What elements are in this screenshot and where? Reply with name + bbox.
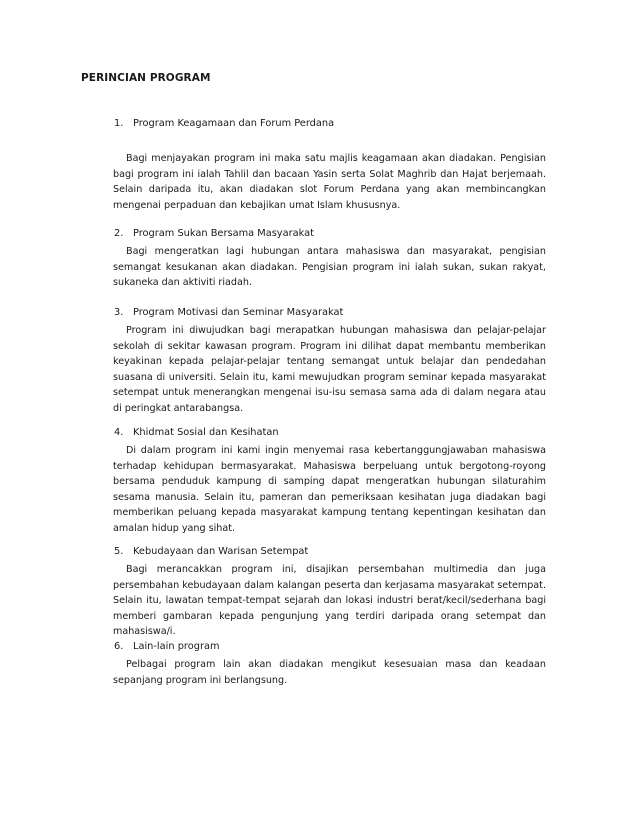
section-title: Program Motivasi dan Seminar Masyarakat (133, 307, 344, 318)
section-5 (86, 545, 546, 640)
section-3 (86, 306, 546, 417)
section-number: 5. (114, 546, 124, 557)
section-heading (86, 117, 546, 131)
section-title: Kebudayaan dan Warisan Setempat (133, 546, 309, 557)
section-title: Program Sukan Bersama Masyarakat (133, 228, 314, 239)
section-body: Pelbagai program lain akan diadakan mengikut kesesuaian masa dan keadaan sepanjang program ini berlangsung. (113, 659, 546, 686)
section-body: Di dalam program ini kami ingin menyemai rasa kebertanggungjawaban mahasiswa terhadap kehidupan bermasyarakat. Mahasiswa berpeluang untuk bergotong-royong bersama penduduk kampung di samping dapat mengeratkan hubungan silaturahim sesama manusia. Selain itu, pameran dan pemeriksaan kesihatan juga diadakan bagi memberikan peluang kepada masyarakat kampung tentang kepentingan kesihatan dan amalan hidup yang sihat. (113, 445, 546, 534)
section-number: 3. (114, 307, 124, 318)
section-number: 2. (114, 228, 124, 239)
section-2 (86, 227, 546, 291)
section-1 (86, 117, 546, 213)
section-number: 1. (114, 118, 124, 129)
section-heading (86, 640, 546, 654)
section-6 (86, 640, 546, 688)
section-body: Bagi merancakkan program ini, disajikan persembahan multimedia dan juga persembahan kebudayaan dalam kalangan peserta dan kerjasama masyarakat setempat. Selain itu, lawatan tempat-tempat sejarah dan lokasi industri berat/kecil/sederhana bagi memberi gambaran kepada pengunjung yang terdiri daripada orang setempat dan mahasiswa/i. (113, 564, 546, 638)
section-heading (86, 306, 546, 320)
section-title: Khidmat Sosial dan Kesihatan (133, 427, 279, 438)
section-heading (86, 426, 546, 440)
section-body: Program ini diwujudkan bagi merapatkan hubungan mahasiswa dan pelajar-pelajar sekolah di sekitar kawasan program. Program ini dilihat dapat membantu memberikan keyakinan kepada pelajar-pelajar tentang semangat untuk belajar dan pendedahan suasana di universiti. Selain itu, kami mewujudkan program seminar kepada masyarakat setempat untuk menerangkan mengenai isu-isu semasa sama ada di dalam negara atau di peringkat antarabangsa. (113, 325, 546, 414)
section-4 (86, 426, 546, 537)
section-title: Lain-lain program (133, 641, 220, 652)
section-body: Bagi mengeratkan lagi hubungan antara mahasiswa dan masyarakat, pengisian semangat kesukanan akan diadakan. Pengisian program ini ialah sukan, sukan rakyat, sukaneka dan aktiviti riadah. (113, 246, 546, 289)
section-number: 6. (114, 641, 124, 652)
section-number: 4. (114, 427, 124, 438)
section-title: Program Keagamaan dan Forum Perdana (133, 118, 335, 129)
section-heading (86, 227, 546, 241)
section-body: Bagi menjayakan program ini maka satu majlis keagamaan akan diadakan. Pengisian bagi program ini ialah Tahlil dan bacaan Yasin serta Solat Maghrib dan Hajat berjemaah. Selain daripada itu, akan diadakan slot Forum Perdana yang akan membincangkan mengenai perpaduan dan kebajikan umat Islam khususnya. (113, 153, 546, 211)
page-title: PERINCIAN PROGRAM (81, 72, 211, 84)
section-heading (86, 545, 546, 559)
